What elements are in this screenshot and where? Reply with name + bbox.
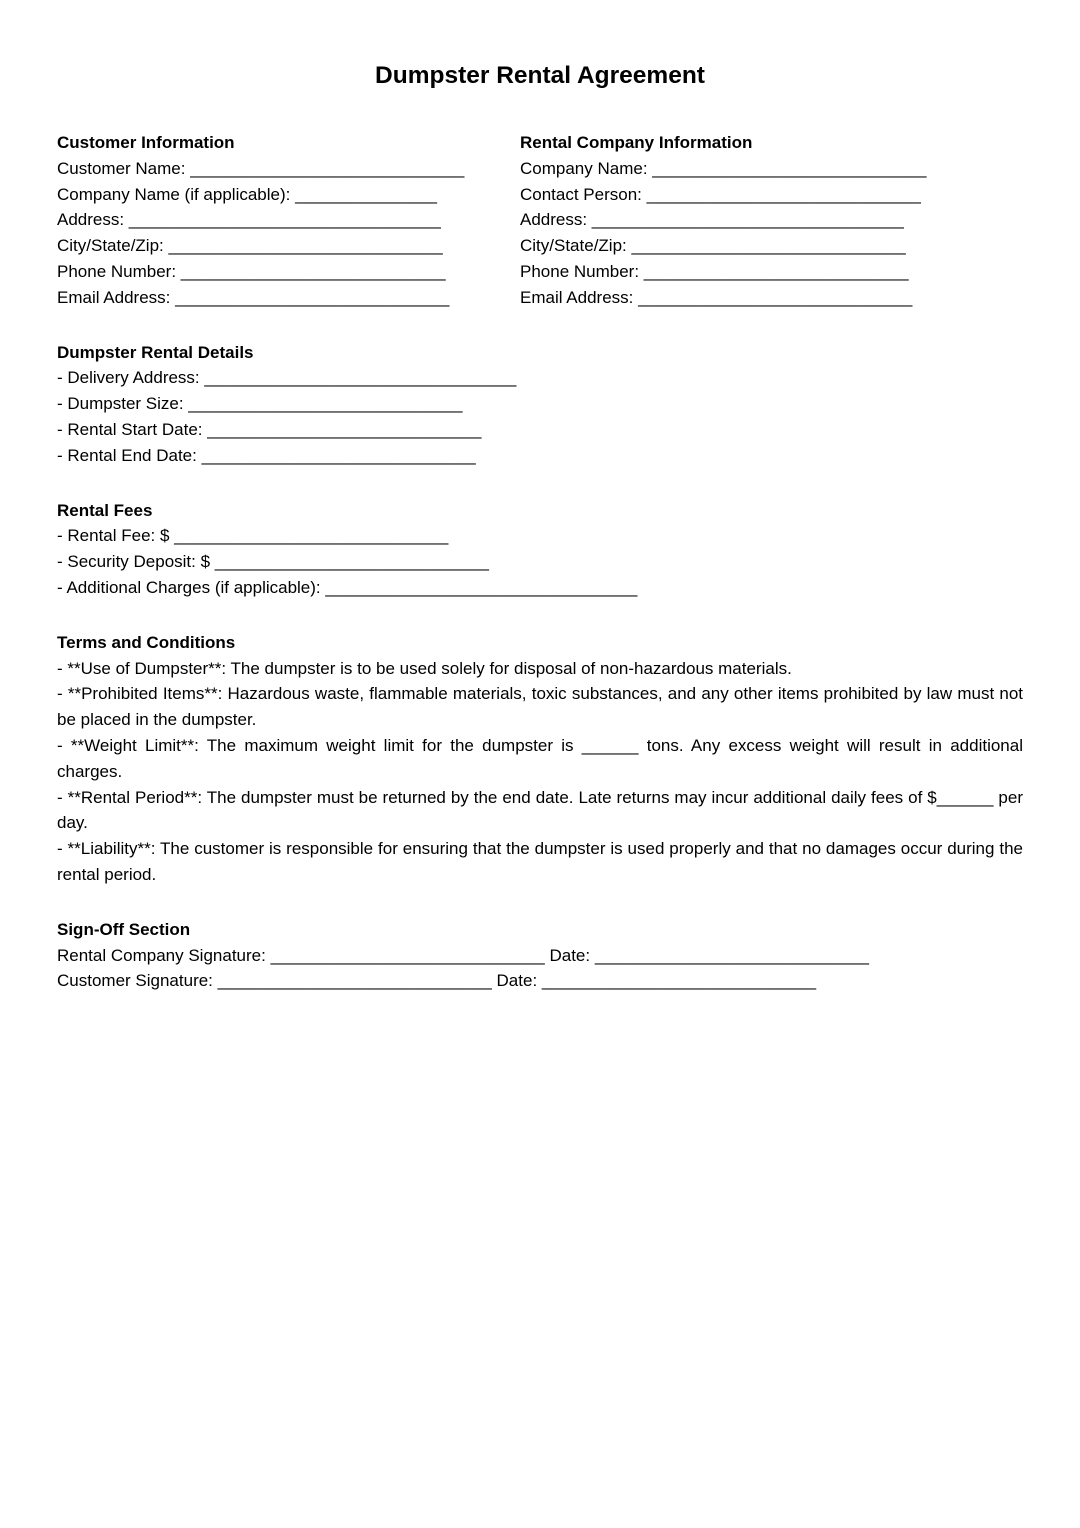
section-heading: Customer Information [57, 133, 235, 152]
term-item: - **Prohibited Items**: Hazardous waste, flammable materials, toxic substances, and any other items prohibited by law must not be placed in the dumpster. [57, 684, 1023, 730]
customer-email-field[interactable]: Email Address: _____________________________ [57, 287, 450, 307]
customer-signature-field[interactable]: Customer Signature: _____________________________ Date: _____________________________ [57, 971, 817, 991]
contact-person-field[interactable]: Contact Person: _____________________________ [520, 184, 921, 204]
customer-phone-field[interactable]: Phone Number: ____________________________ [57, 261, 446, 281]
customer-information-section [57, 130, 520, 311]
customer-company-field[interactable]: Company Name (if applicable): _______________ [57, 184, 437, 204]
document-title: Dumpster Rental Agreement [375, 62, 705, 89]
rental-details-section [57, 340, 1023, 469]
term-item: - **Weight Limit**: The maximum weight limit for the dumpster is ______ tons. Any excess weight will result in additional charges. [57, 735, 1023, 781]
security-deposit-field[interactable]: - Security Deposit: $ _____________________________ [57, 552, 489, 572]
company-information-section [520, 130, 1023, 311]
section-heading: Sign-Off Section [57, 919, 191, 939]
rental-end-date-field[interactable]: - Rental End Date: _____________________________ [57, 445, 476, 465]
company-city-field[interactable]: City/State/Zip: _____________________________ [520, 236, 906, 256]
rental-fee-field[interactable]: - Rental Fee: $ _____________________________ [57, 526, 449, 546]
rental-fees-section [57, 498, 1023, 601]
customer-name-field[interactable]: Customer Name: _____________________________ [57, 158, 465, 178]
company-signature-field[interactable]: Rental Company Signature: _____________________________ Date: _____________________________ [57, 945, 870, 965]
company-phone-field[interactable]: Phone Number: ____________________________ [520, 261, 909, 281]
terms-section [57, 630, 1023, 888]
term-item: - **Liability**: The customer is responsible for ensuring that the dumpster is used properly and that no damages occur during the rental period. [57, 839, 1023, 884]
customer-address-field[interactable]: Address: _________________________________ [57, 210, 441, 230]
additional-charges-field[interactable]: - Additional Charges (if applicable): _________________________________ [57, 577, 638, 597]
customer-city-field[interactable]: City/State/Zip: _____________________________ [57, 236, 443, 256]
company-address-field[interactable]: Address: _________________________________ [520, 210, 904, 230]
info-columns [57, 130, 1023, 311]
rental-start-date-field[interactable]: - Rental Start Date: _____________________________ [57, 419, 482, 439]
term-item: - **Use of Dumpster**: The dumpster is to be used solely for disposal of non-hazardous materials. [57, 658, 792, 678]
signoff-section [57, 917, 1023, 994]
section-heading: Terms and Conditions [57, 632, 236, 652]
delivery-address-field[interactable]: - Delivery Address: _________________________________ [57, 368, 517, 388]
section-heading: Rental Company Information [520, 133, 753, 152]
term-item: - **Rental Period**: The dumpster must be returned by the end date. Late returns may incur additional daily fees of $______ per day. [57, 787, 1023, 833]
section-heading: Dumpster Rental Details [57, 342, 254, 362]
company-name-field[interactable]: Company Name: _____________________________ [520, 158, 927, 178]
dumpster-size-field[interactable]: - Dumpster Size: _____________________________ [57, 394, 463, 414]
company-email-field[interactable]: Email Address: _____________________________ [520, 287, 913, 307]
section-heading: Rental Fees [57, 500, 153, 520]
